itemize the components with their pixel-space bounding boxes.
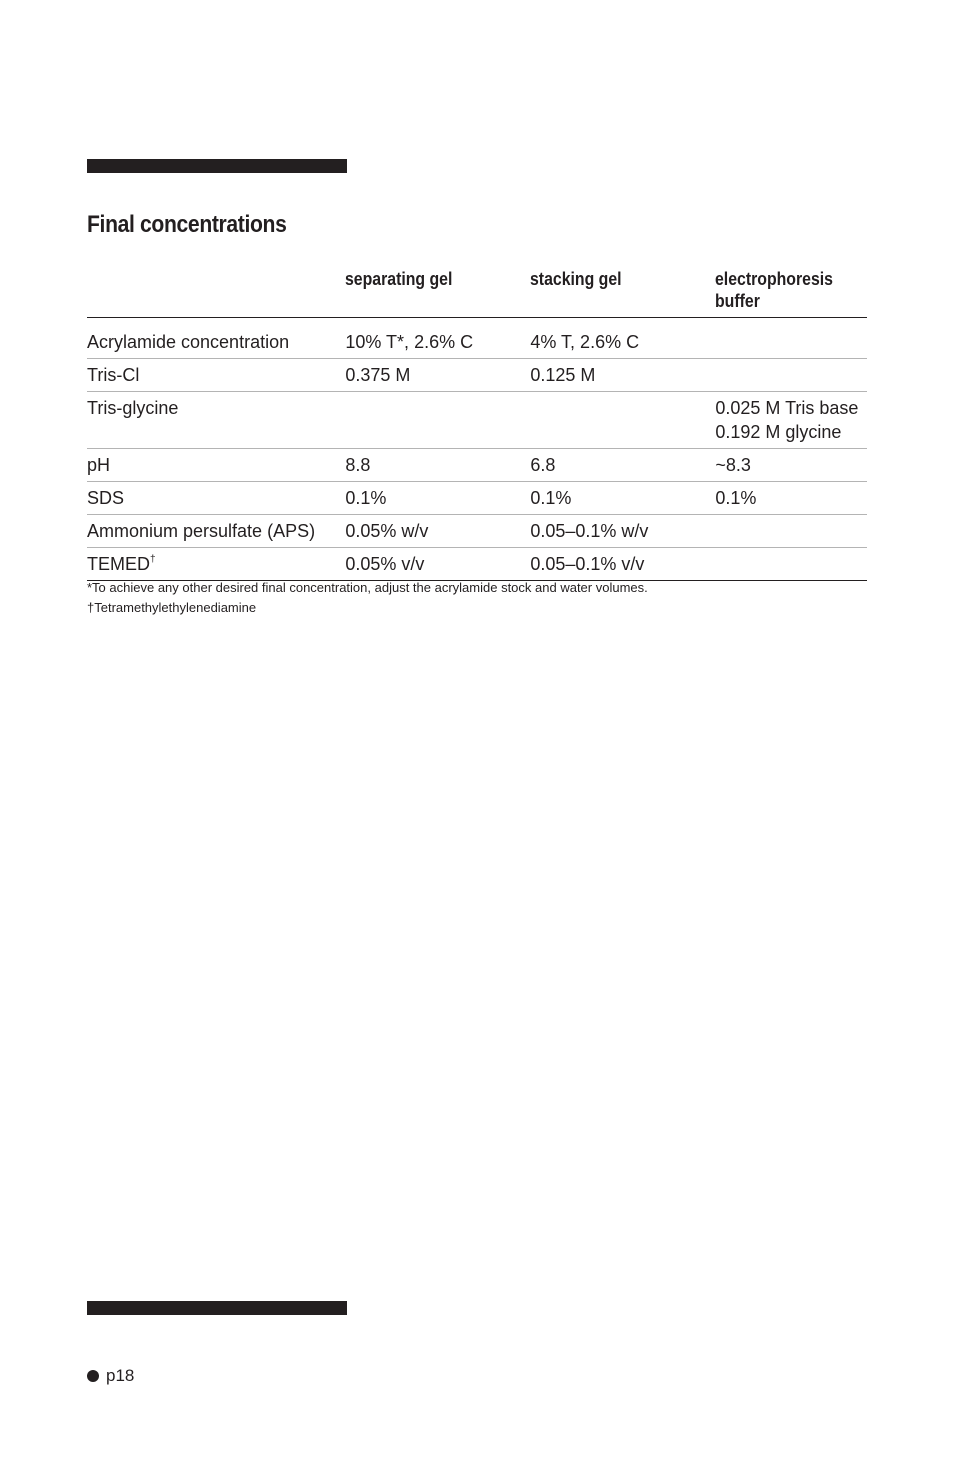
row-label: SDS xyxy=(87,482,345,515)
buffer-value xyxy=(715,515,867,548)
table-footnotes xyxy=(87,578,648,618)
page-number: p18 xyxy=(106,1366,135,1385)
header-label-column xyxy=(87,266,345,318)
footnote-temed: †Tetramethylethylenediamine xyxy=(87,600,257,615)
stacking-gel-value: 0.125 M xyxy=(530,359,715,392)
stacking-gel-value: 6.8 xyxy=(530,449,715,482)
separating-gel-value: 10% T*, 2.6% C xyxy=(345,318,530,359)
separating-gel-value: 0.05% w/v xyxy=(345,515,530,548)
stacking-gel-value: 0.05–0.1% w/v xyxy=(530,515,715,548)
table-row xyxy=(87,392,867,449)
separating-gel-value: 0.1% xyxy=(345,482,530,515)
row-label: Tris-Cl xyxy=(87,359,345,392)
separating-gel-value xyxy=(345,392,530,449)
table-row xyxy=(87,548,867,581)
row-label: Acrylamide concentration xyxy=(87,318,345,359)
final-concentrations-table xyxy=(87,266,867,581)
buffer-value xyxy=(715,318,867,359)
row-label-text: TEMED xyxy=(87,554,150,574)
buffer-value: 0.1% xyxy=(715,482,867,515)
bullet-icon xyxy=(87,1370,99,1382)
table-row xyxy=(87,482,867,515)
row-label xyxy=(87,548,345,581)
header-electrophoresis-buffer: electrophoresis buffer xyxy=(715,266,867,318)
footnote-marker: † xyxy=(150,554,156,565)
stacking-gel-value: 4% T, 2.6% C xyxy=(530,318,715,359)
buffer-value: 0.025 M Tris base 0.192 M glycine xyxy=(715,392,867,449)
row-label: Ammonium persulfate (APS) xyxy=(87,515,345,548)
table-row xyxy=(87,359,867,392)
footnote-acrylamide: *To achieve any other desired final concentration, adjust the acrylamide stock and water volumes. xyxy=(87,580,648,595)
table-header-row xyxy=(87,266,867,318)
header-separating-gel: separating gel xyxy=(345,266,530,318)
stacking-gel-value: 0.05–0.1% v/v xyxy=(530,548,715,581)
separating-gel-value: 0.375 M xyxy=(345,359,530,392)
separating-gel-value: 8.8 xyxy=(345,449,530,482)
table-row xyxy=(87,449,867,482)
top-rule-bar xyxy=(87,159,347,173)
buffer-value: ~8.3 xyxy=(715,449,867,482)
buffer-value xyxy=(715,359,867,392)
page-footer xyxy=(87,1366,134,1386)
header-stacking-gel: stacking gel xyxy=(530,266,715,318)
buffer-value xyxy=(715,548,867,581)
section-title: Final concentrations xyxy=(87,211,287,238)
table-row xyxy=(87,318,867,359)
separating-gel-value: 0.05% v/v xyxy=(345,548,530,581)
table-row xyxy=(87,515,867,548)
row-label: pH xyxy=(87,449,345,482)
stacking-gel-value xyxy=(530,392,715,449)
stacking-gel-value: 0.1% xyxy=(530,482,715,515)
bottom-rule-bar xyxy=(87,1301,347,1315)
row-label: Tris-glycine xyxy=(87,392,345,449)
